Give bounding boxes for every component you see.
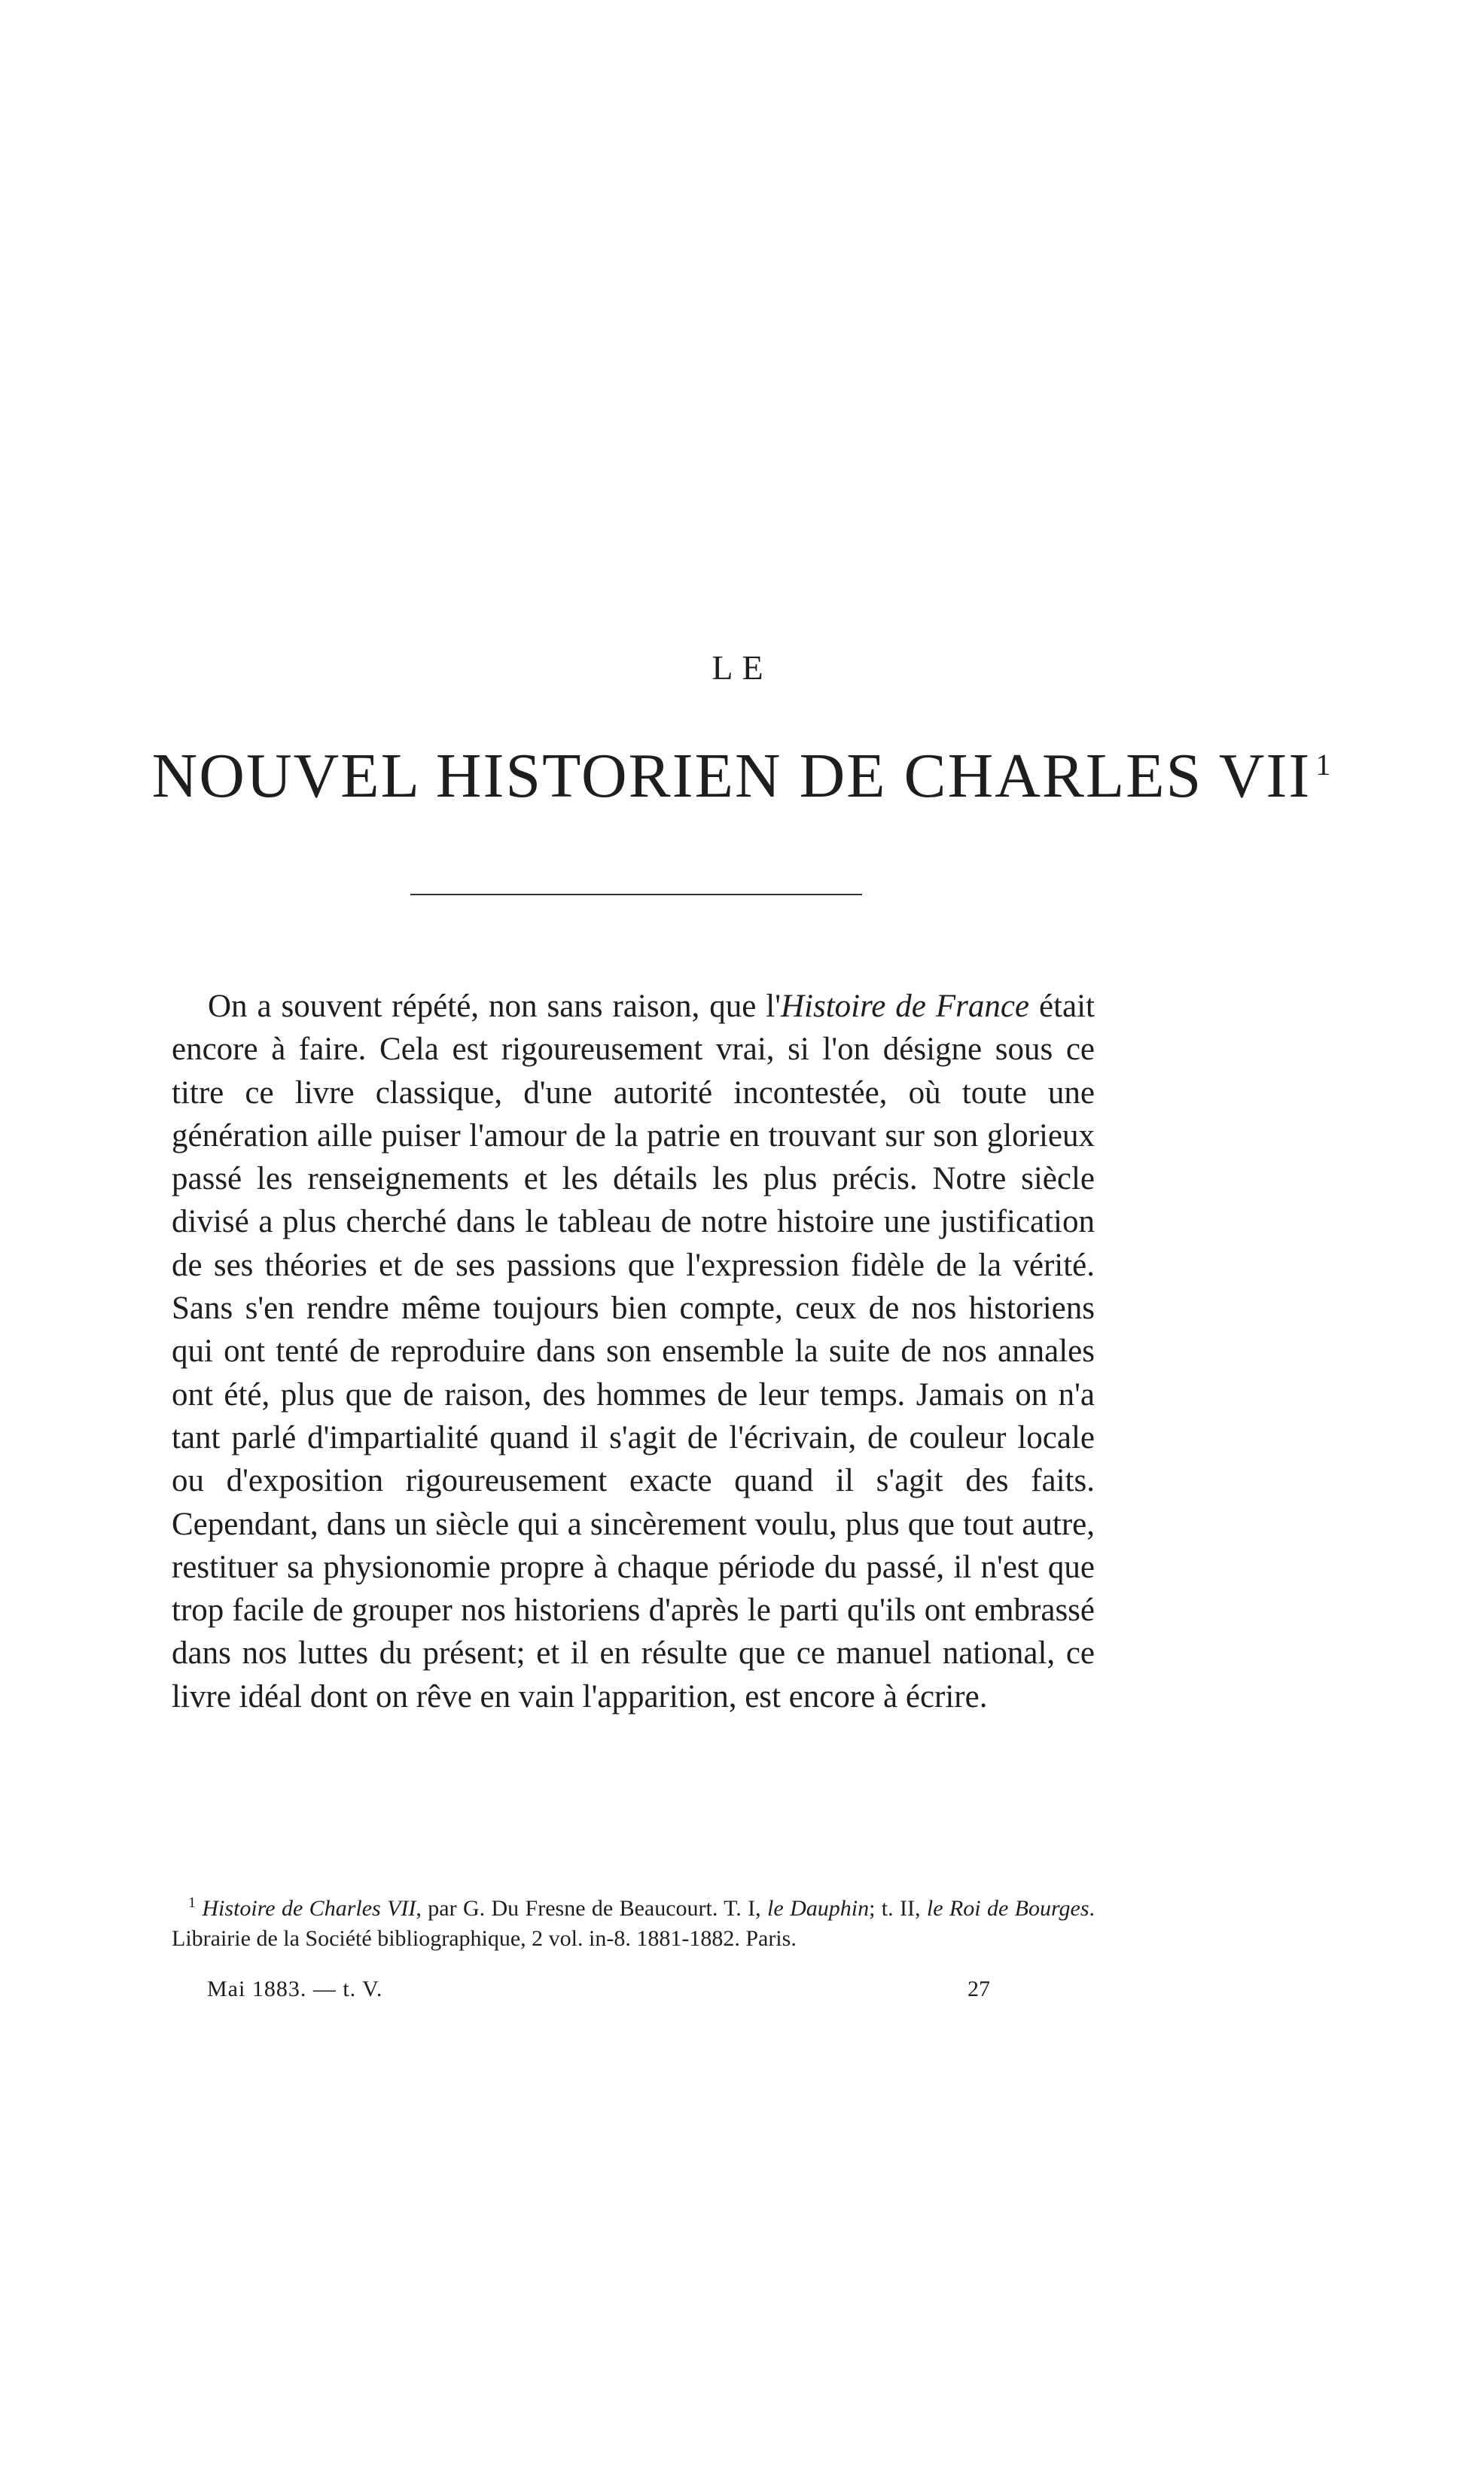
footnote-volume-1: le Dauphin — [767, 1896, 870, 1921]
footnote — [172, 1888, 1095, 1954]
footnote-volume-2: le Roi de Bourges — [926, 1896, 1089, 1921]
signature-tome: t. V. — [343, 1977, 383, 2001]
signature-year: 1883. — — [245, 1977, 343, 2001]
footnote-book-title: Histoire de Charles VII — [202, 1896, 416, 1921]
body-paragraph — [172, 985, 1095, 1718]
signature-page-number: 27 — [967, 1977, 990, 2001]
page-title-text: NOUVEL HISTORIEN DE CHARLES VII — [151, 741, 1312, 811]
footnote-marker: 1 — [188, 1894, 196, 1911]
footnote-text-2: ; t. II, — [869, 1896, 927, 1921]
signature-month: Mai — [207, 1977, 246, 2001]
body-italic-title: Histoire de France — [781, 989, 1030, 1024]
body-text: était encore à faire. Cela est rigoureusement vrai, si l'on désigne sous ce titre ce livre classique, d'une autorité incontestée, où toute une génération aille puiser l'amour de la patrie en trouvant sur son glorieux passé les renseignements et les détails les plus précis. Notre siècle divisé a plus cherché dans le tableau de notre histoire une justification de ses théories et de ses passions que l'expression fidèle de la vérité. Sans s'en rendre même toujours bien compte, ceux de nos historiens qui ont tenté de reproduire dans son ensemble la suite de nos annales ont été, plus que de raison, des hommes de leur temps. Jamais on n'a tant parlé d'impartialité quand il s'agit de l'écrivain, de couleur locale ou d'exposition rigoureusement exacte quand il s'agit des faits. Cependant, dans un siècle qui a sincèrement voulu, plus que tout autre, restituer sa physionomie propre à chaque période du passé, il n'est que trop facile de grouper nos historiens d'après le parti qu'ils ont embrassé dans nos luttes du présent; et il en résulte que ce manuel national, ce livre idéal dont on rêve en vain l'apparition, est encore à écrire. — [172, 989, 1095, 1714]
footnote-text-3: . Librairie de la Société bibliographique, 2 vol. in-8. 1881-1882. Paris. — [172, 1896, 1095, 1951]
page-title — [0, 739, 1484, 812]
title-footnote-ref[interactable]: 1 — [1315, 748, 1333, 782]
signature-line — [207, 1977, 382, 2002]
body-intro: On a souvent répété, non sans raison, que l' — [208, 989, 781, 1024]
footnote-text-1: , par G. Du Fresne de Beaucourt. T. I, — [416, 1896, 768, 1921]
title-kicker: LE — [712, 648, 772, 687]
title-divider — [410, 894, 862, 895]
